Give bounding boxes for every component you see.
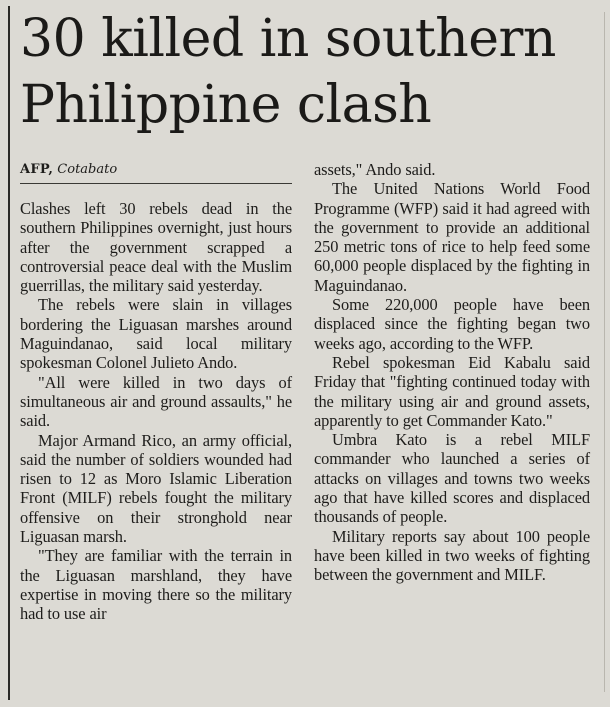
paragraph-continued: assets," Ando said.	[314, 160, 436, 179]
byline-dateline: Cotabato	[57, 162, 118, 177]
paragraph: "All were killed in two days of simultaneous air and ground assaults," he said.	[20, 372, 292, 431]
column-rule-left	[8, 6, 10, 700]
article-column-left	[20, 199, 292, 624]
paragraph: Major Armand Rico, an army official, said the number of soldiers wounded had risen to 12 as Moro Islamic Liberation Front (MILF) rebels fought the military offensive on their stronghold near Liguasan marsh.	[20, 430, 292, 547]
column-rule-right	[604, 12, 605, 692]
paragraph: Some 220,000 people have been displaced since the fighting began two weeks ago, according to the WFP.	[314, 295, 590, 353]
paragraph: The rebels were slain in villages bordering the Liguasan marshes around Maguindanao, said local military spokesman Colonel Julieto Ando.	[20, 295, 292, 373]
paragraph: Rebel spokesman Eid Kabalu said Friday that "fighting continued today with the military using air and ground assets, apparently to get Commander Kato."	[314, 352, 590, 430]
paragraph: "They are familiar with the terrain in the Liguasan marshland, they have expertise in moving there so the military had to use air	[20, 546, 292, 624]
byline	[20, 160, 292, 184]
article-column-right	[314, 160, 590, 585]
paragraph: Umbra Kato is a rebel MILF commander who launched a series of attacks on villages and towns two weeks ago that have killed scores and displaced thousands of people.	[314, 430, 590, 527]
paragraph: Clashes left 30 rebels dead in the southern Philippines overnight, just hours after the government scrapped a controversial peace deal with the Muslim guerrillas, the military said yesterday.	[20, 199, 292, 296]
paragraph: The United Nations World Food Programme (WFP) said it had agreed with the government to provide an additional 250 metric tons of rice to help feed some 60,000 people displaced by the fighting in Maguindanao.	[314, 179, 590, 295]
headline: 30 killed in southern Philippine clash	[20, 9, 556, 135]
paragraph: Military reports say about 100 people have been killed in two weeks of fighting between the government and MILF.	[314, 526, 590, 585]
byline-agency: AFP,	[20, 162, 54, 177]
